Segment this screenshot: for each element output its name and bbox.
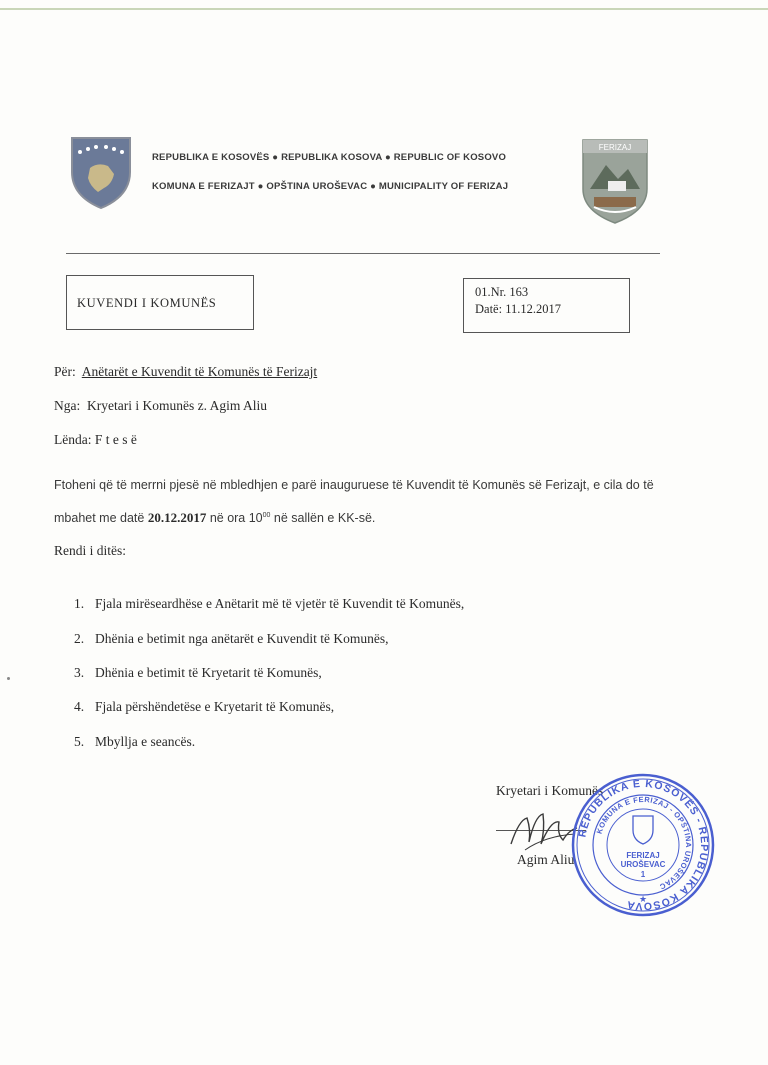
header-state-line: REPUBLIKA E KOSOVËS ● REPUBLIKA KOSOVA ● REPUBLIC OF KOSOVO	[152, 152, 507, 163]
svg-text:1: 1	[640, 870, 646, 879]
meeting-date: 20.12.2017	[147, 510, 207, 525]
svg-text:REPUBLIKA E KOSOVËS - REPUBLIK: REPUBLIKA E KOSOVËS - REPUBLIKA KOSOVA	[576, 777, 711, 913]
agenda-item-text: Dhënia e betimit të Kryetarit të Komunës,	[95, 665, 322, 680]
scan-speck	[7, 677, 10, 680]
agenda-item	[74, 665, 322, 681]
agenda-item	[74, 631, 389, 647]
body-location: në sallën e KK-së.	[273, 511, 376, 525]
svg-text:FERIZAJ: FERIZAJ	[598, 143, 632, 152]
ferizaj-emblem-icon	[580, 137, 650, 225]
agenda-item-text: Mbyllja e seancës.	[95, 734, 196, 749]
svg-text:FERIZAJ: FERIZAJ	[626, 851, 660, 860]
agenda-item	[74, 734, 195, 750]
header-divider	[66, 253, 660, 254]
office-box	[66, 275, 254, 330]
header-municipality-line: KOMUNA E FERIZAJT ● OPŠTINA UROŠEVAC ● MUNICIPALITY OF FERIZAJ	[152, 181, 509, 192]
reference-number: 01.Nr. 163	[475, 285, 529, 299]
kosovo-coat-of-arms-icon	[68, 134, 134, 210]
subject-value: F t e s ë	[94, 432, 137, 447]
agenda-item-number: 2.	[74, 631, 85, 646]
body-paragraph-line1: Ftoheni që të merrni pjesë në mbledhjen e parë inauguruese të Kuvendit të Komunës së Ferizajt, e cila do të	[54, 478, 654, 492]
agenda-item-number: 3.	[74, 665, 85, 680]
office-label: KUVENDI I KOMUNËS	[77, 296, 217, 310]
svg-text:★: ★	[638, 894, 648, 904]
reference-box	[463, 278, 630, 333]
reference-date: Datë: 11.12.2017	[475, 302, 561, 316]
body-date-prefix: mbahet me datë	[54, 511, 145, 525]
agenda-item-number: 1.	[74, 596, 85, 611]
agenda-title: Rendi i ditës:	[54, 543, 126, 558]
sender-value: Kryetari i Komunës z. Agim Aliu	[87, 398, 267, 413]
agenda-item	[74, 596, 464, 612]
agenda-item	[74, 699, 334, 715]
sender-line	[54, 398, 267, 414]
subject-label: Lënda:	[54, 432, 92, 447]
sender-label: Nga:	[54, 398, 81, 413]
recipient-value: Anëtarët e Kuvendit të Komunës të Ferizajt	[81, 364, 318, 379]
recipient-line	[54, 364, 317, 380]
signature-name: Agim Aliu	[517, 852, 575, 867]
recipient-label: Për:	[54, 364, 76, 379]
signature-title: Kryetari i Komunës	[496, 783, 604, 798]
official-stamp-icon	[568, 770, 718, 920]
agenda-item-number: 4.	[74, 699, 85, 714]
agenda-item-text: Fjala përshëndetëse e Kryetarit të Komunës,	[95, 699, 335, 714]
scan-top-edge	[0, 8, 768, 10]
svg-text:KOMUNA E FERIZAJ - OPŠTINA URO: KOMUNA E FERIZAJ - OPŠTINA UROŠEVAC	[594, 794, 694, 892]
agenda-item-text: Dhënia e betimit nga anëtarët e Kuvendit të Komunës,	[95, 631, 389, 646]
body-time-prefix: në ora 10	[209, 511, 263, 525]
agenda-item-number: 5.	[74, 734, 85, 749]
meeting-time-minutes: 00	[262, 511, 271, 519]
agenda-item-text: Fjala mirëseardhëse e Anëtarit më të vjetër të Kuvendit të Komunës,	[95, 596, 465, 611]
body-paragraph-line2	[54, 510, 375, 526]
subject-line	[54, 432, 137, 448]
svg-text:UROŠEVAC: UROŠEVAC	[620, 860, 666, 869]
